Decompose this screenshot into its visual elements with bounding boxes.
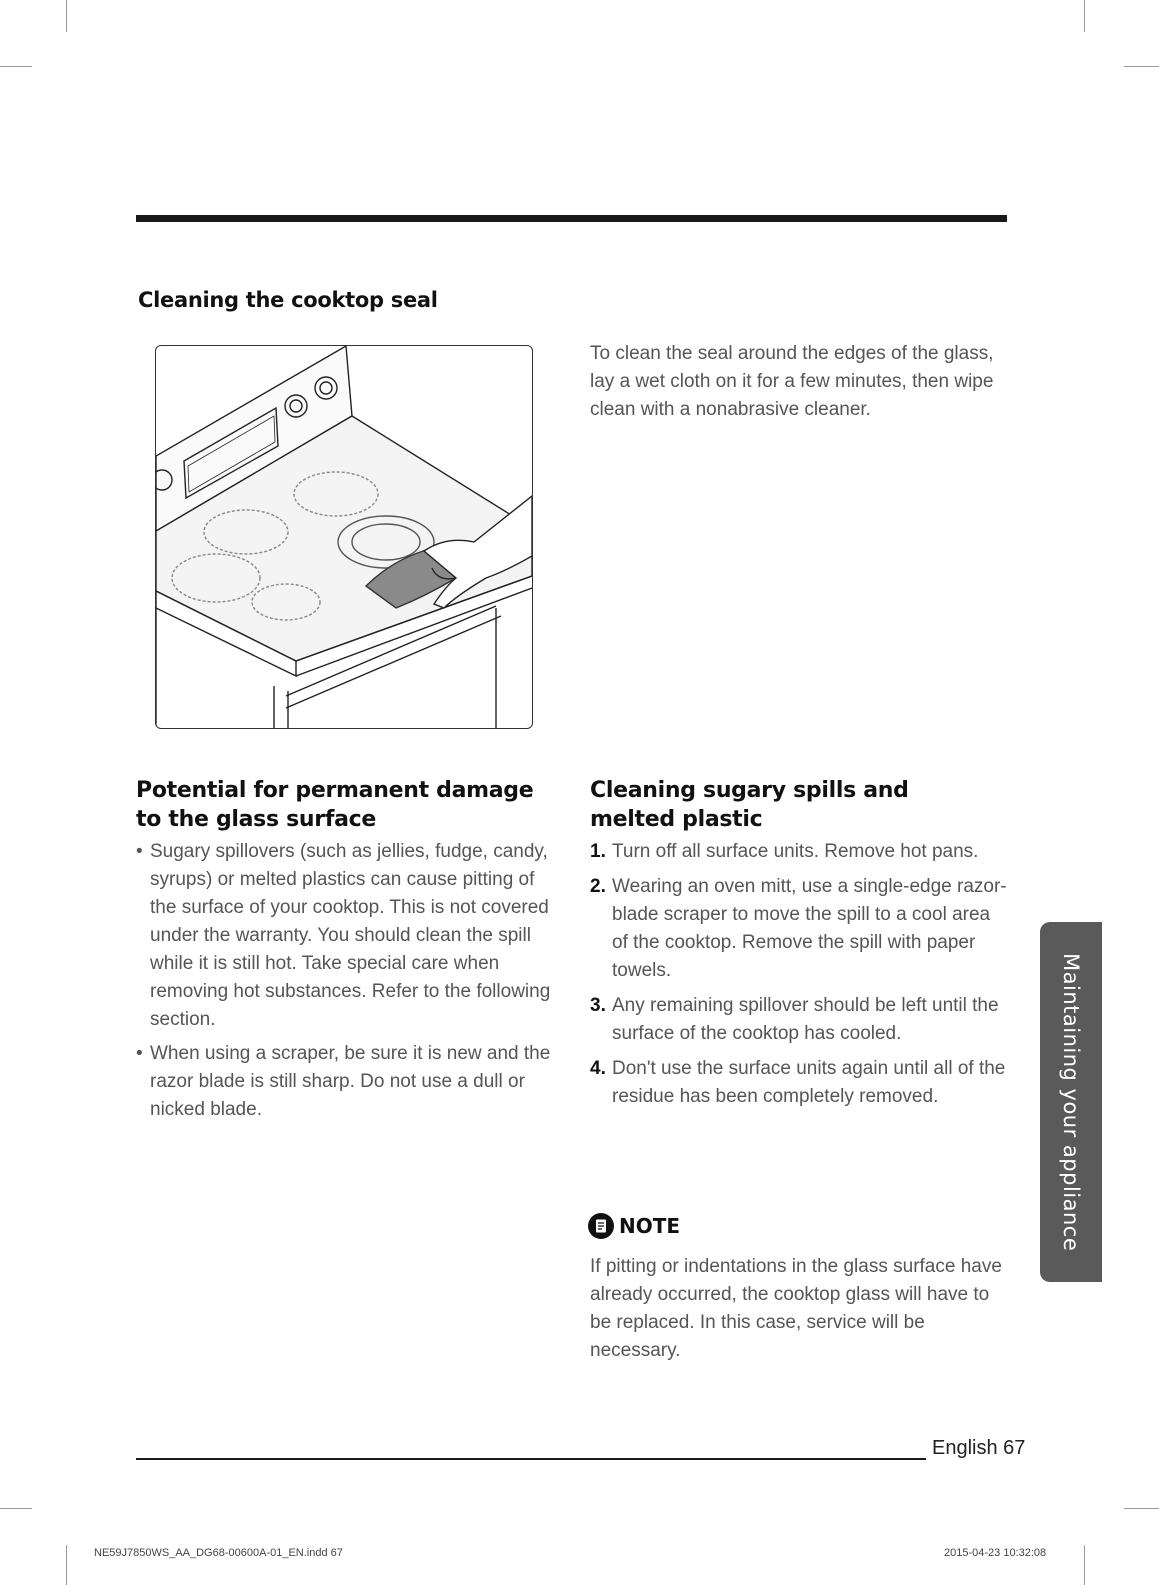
note-icon bbox=[588, 1213, 614, 1239]
step-text: Turn off all surface units. Remove hot pans. bbox=[612, 841, 979, 862]
note-text: If pitting or indentations in the glass surface have already occurred, the cooktop glass will have to be replaced. In this case, service will be necessary. bbox=[590, 1256, 1002, 1361]
step-number: 3. bbox=[590, 995, 606, 1016]
damage-bullet-list bbox=[136, 838, 556, 1130]
chapter-side-tab-label: Maintaining your appliance bbox=[1059, 952, 1083, 1252]
note-heading bbox=[588, 1213, 680, 1239]
list-item: • Sugary spillovers (such as jellies, fudge, candy, syrups) or melted plastics can cause pitting of the surface of your cooktop. This is not covered under the warranty. You should clean the spill while it is still hot. Take special care when removing hot substances. Refer to the following section. bbox=[136, 838, 556, 1034]
top-rule bbox=[136, 215, 1007, 222]
print-file-info: NE59J7850WS_AA_DG68-00600A-01_EN.indd 67 bbox=[94, 1547, 343, 1559]
note-label: NOTE bbox=[619, 1214, 681, 1238]
step-text: Any remaining spillover should be left until the surface of the cooktop has cooled. bbox=[612, 995, 999, 1044]
cooktop-seal-text: To clean the seal around the edges of the glass, lay a wet cloth on it for a few minutes, then wipe clean with a nonabrasive cleaner. bbox=[590, 343, 994, 420]
page-number: English 67 bbox=[932, 1437, 1026, 1459]
step-number: 4. bbox=[590, 1058, 606, 1079]
crop-mark bbox=[0, 1508, 32, 1509]
step-number: 1. bbox=[590, 841, 606, 862]
step-number: 2. bbox=[590, 876, 606, 897]
crop-mark bbox=[1124, 1508, 1159, 1509]
crop-mark bbox=[66, 1545, 67, 1585]
crop-mark bbox=[1084, 0, 1085, 32]
crop-mark bbox=[1124, 66, 1159, 67]
step-text: Wearing an oven mitt, use a single-edge razor-blade scraper to move the spill to a cool area of the cooktop. Remove the spill with paper towels. bbox=[612, 876, 1007, 981]
list-item bbox=[590, 992, 1010, 1048]
section-title-cooktop-seal: Cleaning the cooktop seal bbox=[138, 288, 438, 312]
crop-mark bbox=[1084, 1545, 1085, 1585]
footer-rule bbox=[136, 1458, 926, 1460]
print-timestamp: 2015-04-23 10:32:08 bbox=[944, 1547, 1047, 1559]
list-item: • When using a scraper, be sure it is new and the razor blade is still sharp. Do not use a dull or nicked blade. bbox=[136, 1040, 556, 1124]
crop-mark bbox=[66, 0, 67, 32]
crop-mark bbox=[0, 66, 32, 67]
section-title-permanent-damage: Potential for permanent damage to the glass surface bbox=[136, 778, 534, 832]
sugary-steps-list bbox=[590, 838, 1010, 1118]
cooktop-wiping-illustration bbox=[155, 345, 533, 729]
step-text: Don't use the surface units again until all of the residue has been completely removed. bbox=[612, 1058, 1006, 1107]
chapter-side-tab bbox=[1040, 922, 1102, 1282]
list-item bbox=[590, 1055, 1010, 1111]
list-item bbox=[590, 873, 1010, 985]
list-item bbox=[590, 838, 1010, 866]
section-title-sugary-spills: Cleaning sugary spills and melted plastic bbox=[590, 778, 909, 832]
